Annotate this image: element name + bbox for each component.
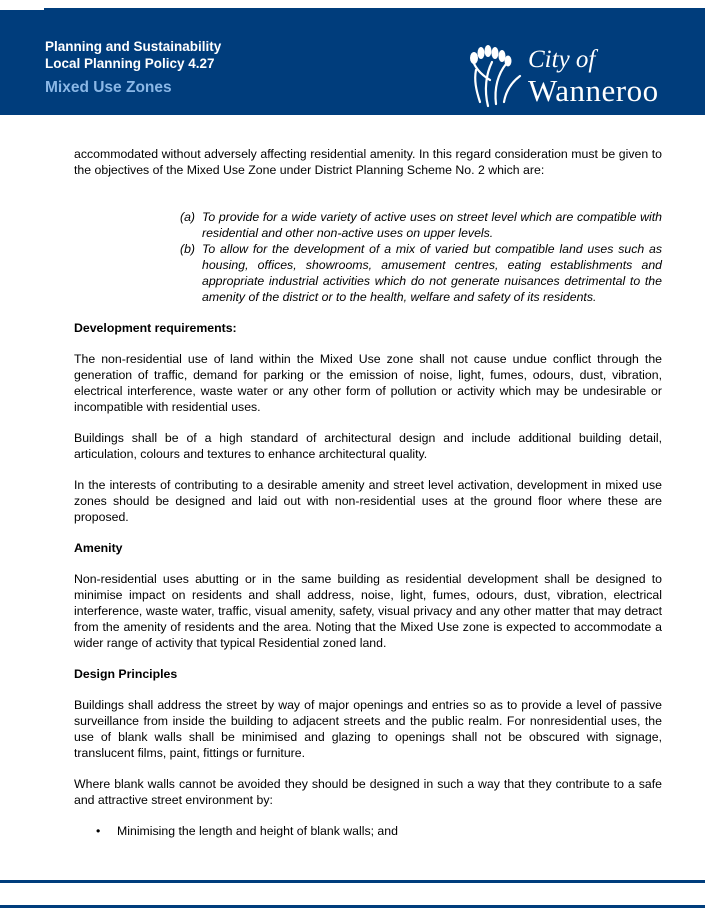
objective-item xyxy=(180,209,662,241)
amenity-paragraph: Non-residential uses abutting or in the same building as residential development shall be designed to minimise impact on residents and shall address, noise, light, fumes, odours, dust, vibration, electrical interference, waste water, traffic, visual amenity, safety, visual privacy and any other matter that may detract from the amenity of residents and the area. Noting that the Mixed Use zone is expected to accommodate a wider range of activity that typical Residential zoned land. xyxy=(74,572,662,650)
objective-item xyxy=(180,241,662,305)
amenity-heading: Amenity xyxy=(74,541,123,555)
design-paragraph-2: Where blank walls cannot be avoided they should be designed in such a way that they contribute to a safe and attractive street environment by: xyxy=(74,777,662,807)
objectives-list xyxy=(180,209,662,305)
header-notch xyxy=(0,0,44,10)
logo-text-city-of: City of xyxy=(528,46,596,73)
bullet-item xyxy=(74,823,662,839)
design-principles-heading: Design Principles xyxy=(74,667,178,681)
objective-text: To provide for a wide variety of active uses on street level which are compatible with residential and other non-active uses on upper levels. xyxy=(202,210,662,240)
development-paragraph-2: Buildings shall be of a high standard of architectural design and include additional building detail, articulation, colours and textures to enhance architectural quality. xyxy=(74,431,662,461)
bullet-marker: • xyxy=(96,824,101,838)
bullet-list xyxy=(74,823,662,839)
objective-marker: (a) xyxy=(180,210,196,224)
development-paragraph-3: In the interests of contributing to a desirable amenity and street level activation, development in mixed use zones should be designed and laid out with non-residential uses at the ground floor where these are proposed. xyxy=(74,478,662,524)
objective-text: To allow for the development of a mix of varied but compatible land uses such as housing, offices, showrooms, amusement centres, eating establishments and appropriate industrial activities which do not generate nuisances detrimental to the amenity of the district or to the health, welfare and safety of its residents. xyxy=(202,242,662,304)
bullet-text: Minimising the length and height of blank walls; and xyxy=(117,824,398,838)
policy-title: Mixed Use Zones xyxy=(45,79,172,96)
logo-text-wanneroo: Wanneroo xyxy=(528,73,659,108)
department-title: Planning and Sustainability xyxy=(45,39,222,54)
intro-paragraph: accommodated without adversely affecting residential amenity. In this regard consideration must be given to the objectives of the Mixed Use Zone under District Planning Scheme No. 2 which are: xyxy=(74,147,662,177)
development-requirements-heading: Development requirements: xyxy=(74,321,237,335)
document-body xyxy=(74,146,662,839)
footer-divider-bottom xyxy=(0,905,705,908)
objective-marker: (b) xyxy=(180,242,196,256)
design-paragraph-1: Buildings shall address the street by way of major openings and entries so as to provide a level of passive surveillance from inside the building to adjacent streets and the public realm. For nonresidential uses, the use of blank walls shall be minimised and glazing to openings shall not be obscured with signage, translucent films, paint, fittings or furniture. xyxy=(74,698,662,760)
policy-number: Local Planning Policy 4.27 xyxy=(45,56,215,71)
development-paragraph-1: The non-residential use of land within the Mixed Use zone shall not cause undue conflict through the generation of traffic, demand for parking or the emission of noise, light, fumes, odours, dust, vibration, electrical interference, waste water or any other form of pollution or activity which may be undesirable or incompatible with residential uses. xyxy=(74,352,662,414)
footer-divider xyxy=(0,880,705,883)
